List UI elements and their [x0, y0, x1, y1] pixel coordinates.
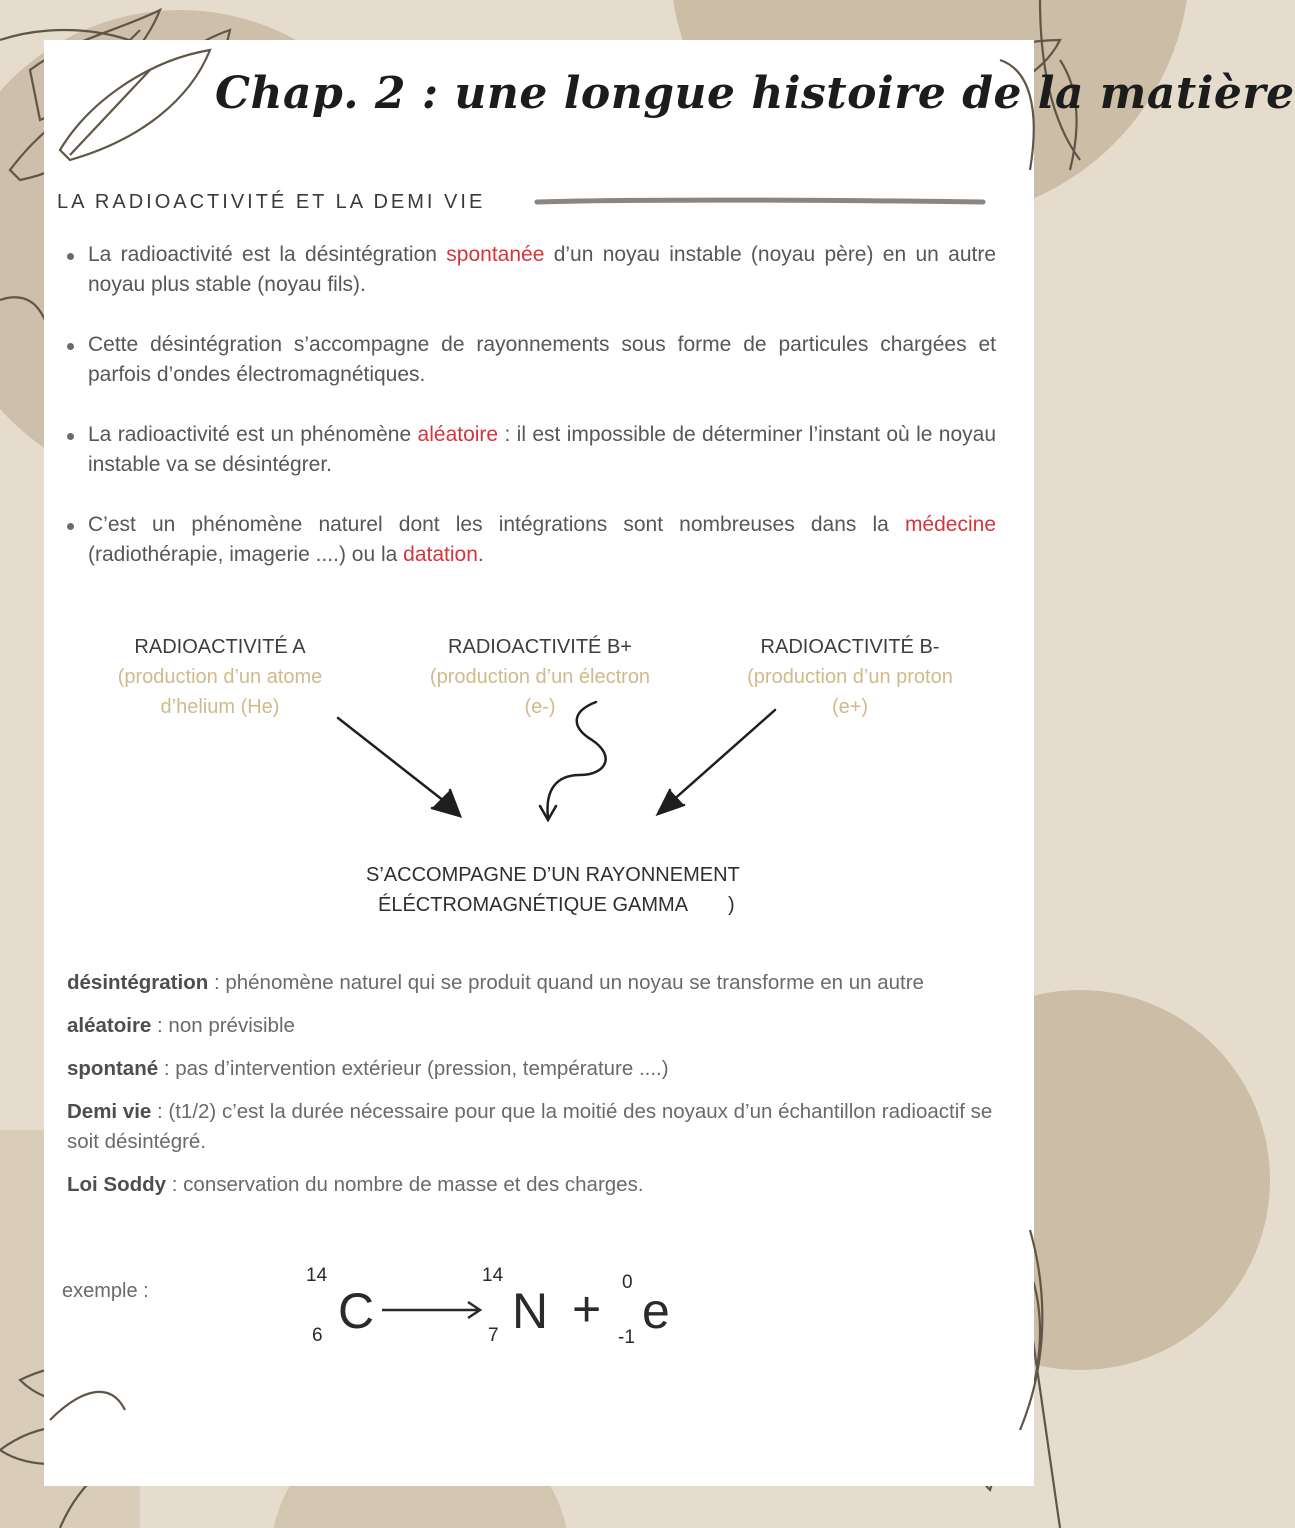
radioactivity-title: RADIOACTIVITÉ B+ [448, 636, 632, 658]
plus-sign: + [572, 1281, 602, 1337]
radioactivity-desc: (production d’un atome [117, 666, 323, 688]
definition-item: spontané : pas d’intervention extérieur (pression, température ....) [67, 1057, 669, 1080]
radioactivity-title: RADIOACTIVITÉ B- [760, 636, 940, 658]
definition-item: aléatoire : non prévisible [67, 1014, 295, 1037]
nitrogen-atomic-number: 7 [488, 1325, 499, 1346]
bullet-item: La radioactivité est un phénomène aléatoire : il est impossible de déterminer l’instant où le noyau instable va se désintégrer. [88, 420, 996, 480]
radioactivity-beta-plus [395, 632, 685, 722]
definition-item: Demi vie : (t1/2) c’est la durée nécessaire pour que la moitié des noyaux d’un échantillon radioactif se soit désintégré. [67, 1100, 993, 1153]
gamma-note [366, 860, 786, 920]
carbon-atomic-number: 6 [312, 1325, 323, 1346]
radioactivity-desc: (production d’un électron [429, 666, 651, 688]
radioactivity-desc: (e-) [524, 696, 556, 718]
heading-underline [535, 196, 985, 206]
definition-item: Loi Soddy : conservation du nombre de masse et des charges. [67, 1173, 644, 1196]
section-heading: LA RADIOACTIVITÉ ET LA DEMI VIE [57, 191, 486, 213]
electron-charge-number: -1 [618, 1327, 635, 1348]
radioactivity-desc: (e+) [831, 696, 869, 718]
definitions-list [67, 968, 997, 1213]
bullet-item: C’est un phénomène naturel dont les intégrations sont nombreuses dans la médecine (radiothérapie, imagerie ....) ou la datation. [88, 510, 996, 570]
example-label: exemple : [62, 1280, 149, 1302]
radioactivity-alpha [80, 632, 360, 722]
gamma-line-1: S’ACCOMPAGNE D’UN RAYONNEMENT [366, 864, 740, 886]
gamma-line-2: ÉLÉCTROMAGNÉTIQUE GAMMA ) [378, 894, 735, 916]
electron-mass-number: 0 [622, 1272, 633, 1293]
carbon-mass-number: 14 [306, 1265, 328, 1286]
radioactivity-beta-minus [715, 632, 985, 722]
page-title: Chap. 2 : une longue histoire de la matière [215, 68, 1295, 119]
bullet-list [88, 240, 996, 600]
bullet-item: Cette désintégration s’accompagne de rayonnements sous forme de particules chargées et parfois d’ondes électromagnétiques. [88, 330, 996, 390]
bullet-item: La radioactivité est la désintégration spontanée d’un noyau instable (noyau père) en un autre noyau plus stable (noyau fils). [88, 240, 996, 300]
radioactivity-desc: (production d’un proton [747, 666, 953, 688]
carbon-symbol: C [338, 1283, 375, 1339]
nitrogen-mass-number: 14 [482, 1265, 504, 1286]
definition-item: désintégration : phénomène naturel qui se produit quand un noyau se transforme en un autre [67, 971, 924, 994]
nitrogen-symbol: N [512, 1283, 549, 1339]
radioactivity-desc: d’helium (He) [160, 696, 280, 718]
radioactivity-title: RADIOACTIVITÉ A [134, 636, 306, 658]
electron-symbol: e [642, 1283, 670, 1339]
